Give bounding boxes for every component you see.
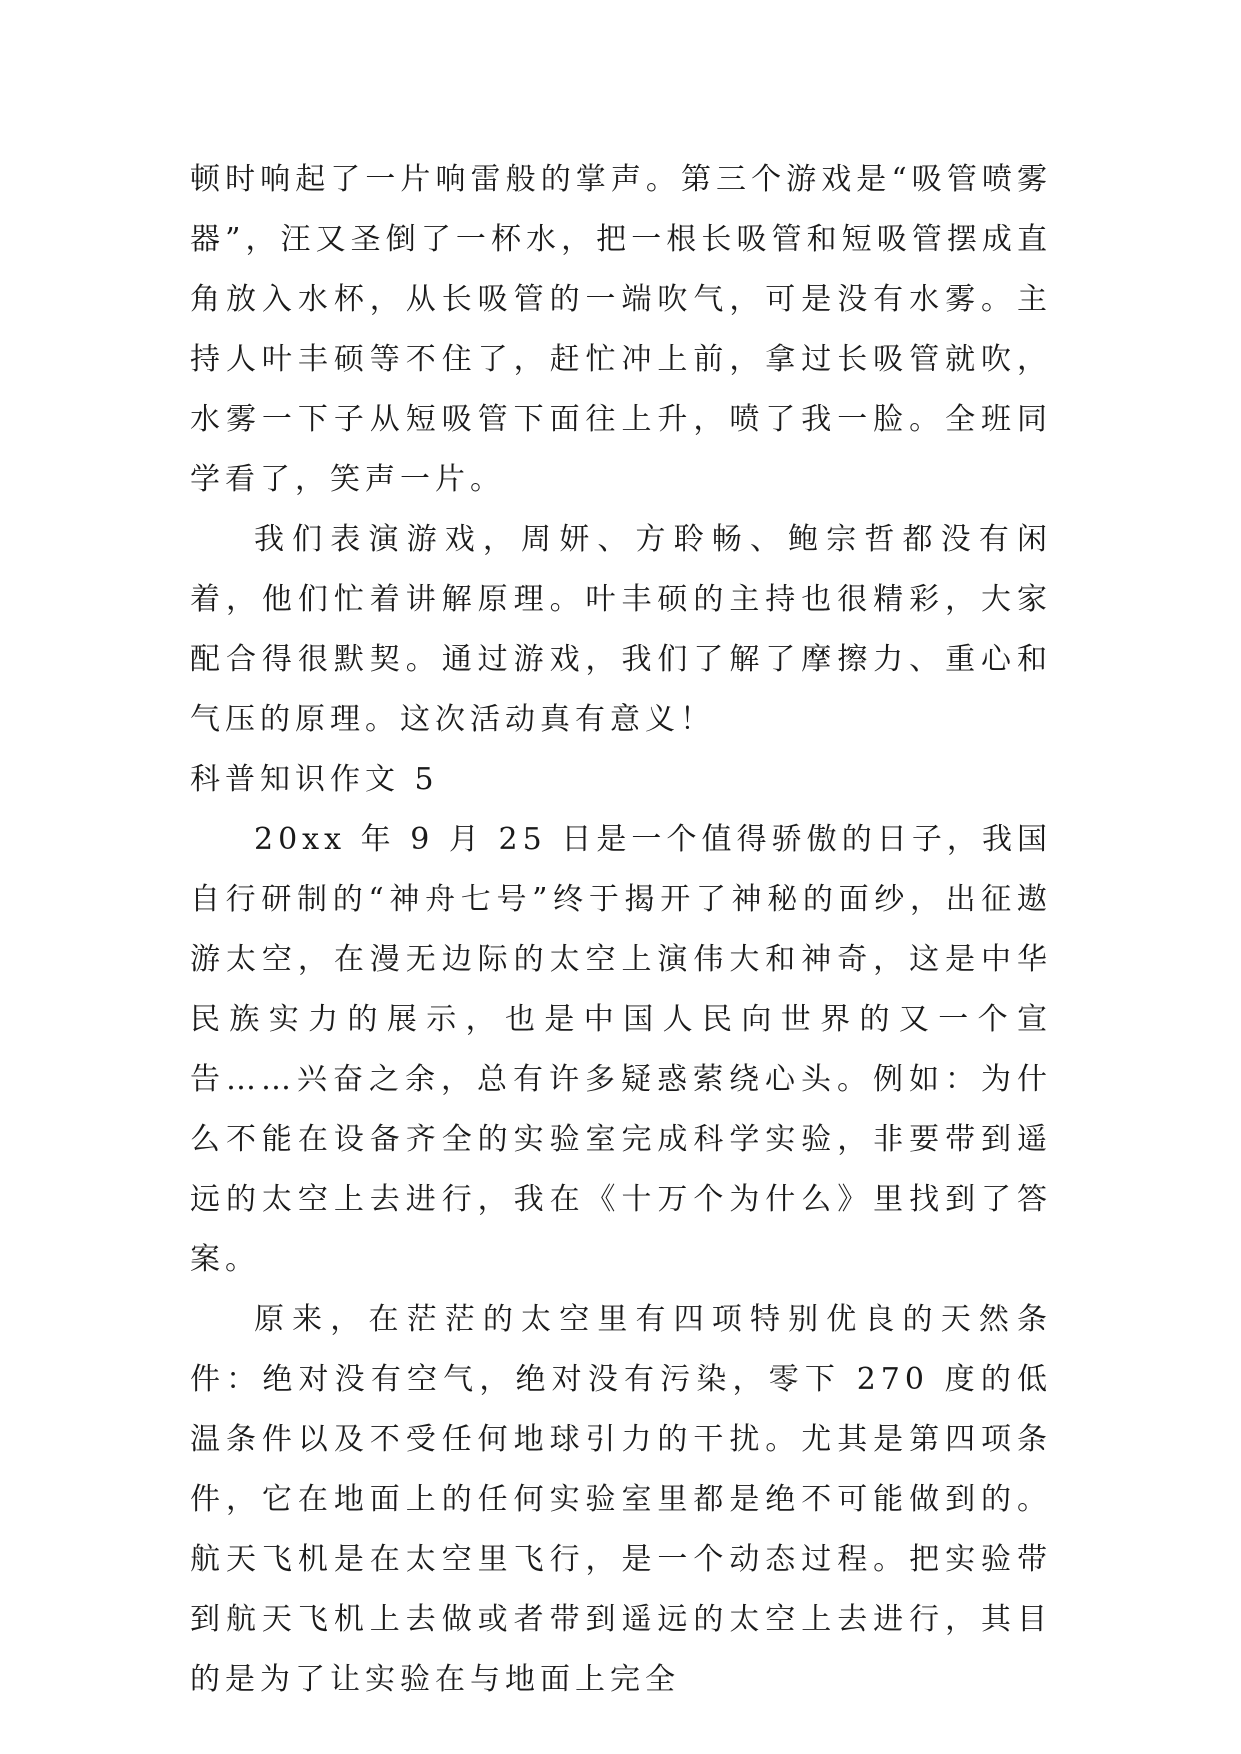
paragraph: 我们表演游戏，周妍、方聆畅、鲍宗哲都没有闲着，他们忙着讲解原理。叶丰硕的主持也很精彩，大家配合得很默契。通过游戏，我们了解了摩擦力、重心和气压的原理。这次活动真有意义！ xyxy=(190,522,1052,737)
paragraph: 20xx 年 9 月 25 日是一个值得骄傲的日子，我国自行研制的“神舟七号”终于揭开了神秘的面纱，出征遨游太空，在漫无边际的太空上演伟大和神奇，这是中华民族实力的展示，也是中国人民向世界的又一个宣告……兴奋之余，总有许多疑惑萦绕心头。例如：为什么不能在设备齐全的实验室完成科学实验，非要带到遥远的太空上去进行，我在《十万个为什么》里找到了答案。 xyxy=(190,822,1052,1277)
paragraph: 原来，在茫茫的太空里有四项特别优良的天然条件：绝对没有空气，绝对没有污染，零下 270 度的低温条件以及不受任何地球引力的干扰。尤其是第四项条件，它在地面上的任何实验室里都是绝不可能做到的。航天飞机是在太空里飞行，是一个动态过程。把实验带到航天飞机上去做或者带到遥远的太空上去进行，其目的是为了让实验在与地面上完全 xyxy=(190,1302,1052,1697)
document-body xyxy=(190,150,1052,1710)
paragraph-continued: 顿时响起了一片响雷般的掌声。第三个游戏是“吸管喷雾器”，汪又圣倒了一杯水，把一根长吸管和短吸管摆成直角放入水杯，从长吸管的一端吹气，可是没有水雾。主持人叶丰硕等不住了，赶忙冲上前，拿过长吸管就吹，水雾一下子从短吸管下面往上升，喷了我一脸。全班同学看了，笑声一片。 xyxy=(190,162,1052,497)
section-title: 科普知识作文 5 xyxy=(190,762,439,797)
